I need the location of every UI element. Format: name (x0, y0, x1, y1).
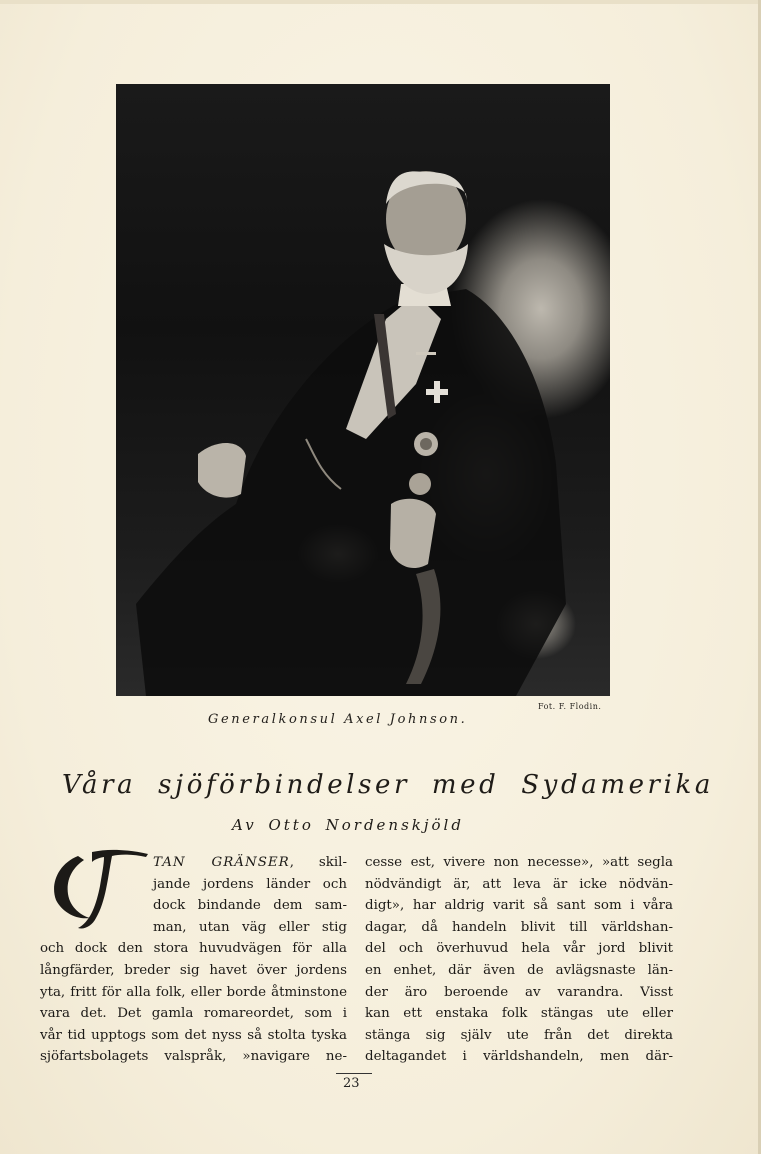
page-number: 23 (343, 1076, 360, 1091)
portrait-photo (116, 84, 610, 696)
paragraph-line: vår tid upptogs som det nyss så stolta tyska (40, 1027, 347, 1043)
paragraph-line: dagar, då handeln blivit till världshan- (365, 919, 673, 935)
paragraph-line: digt», har aldrig varit så sant som i våra (365, 898, 673, 914)
paragraph-line: nödvändigt är, att leva är icke nödvän- (365, 876, 673, 892)
paragraph-line: kan ett enstaka folk stängas ute eller (365, 1006, 673, 1022)
paragraph-line: yta, fritt för alla folk, eller borde åtminstone (40, 984, 347, 1000)
paragraph-line: TAN GRÄNSER, skil- (153, 855, 347, 870)
paragraph-line: stänga sig själv ute från det direkta (365, 1027, 673, 1043)
article-title: Våra sjöförbindelser med Sydamerika (62, 770, 714, 800)
photo-credit: Fot. F. Flodin. (538, 702, 602, 711)
paragraph-line: cesse est, vivere non necesse», »att segla (365, 855, 673, 870)
text-column-right (365, 852, 673, 1068)
portrait-illustration (116, 84, 610, 696)
text-column-left (40, 852, 347, 1068)
paragraph-line: långfärder, breder sig havet över jordens (40, 962, 347, 978)
paragraph-line: en enhet, där även de avlägsnaste län- (365, 962, 673, 978)
paragraph-line: jande jordens länder och (153, 876, 347, 892)
paragraph-line: och dock den stora huvudvägen för alla (40, 941, 347, 957)
photo-caption: Generalkonsul Axel Johnson. (208, 712, 468, 727)
paragraph-line: dock bindande dem sam- (153, 898, 347, 914)
folio-rule (336, 1073, 372, 1074)
paragraph-line: sjöfartsbolagets valspråk, »navigare ne- (40, 1049, 347, 1065)
paragraph-line: man, utan väg eller stig (153, 919, 347, 935)
page-edge-top (0, 0, 761, 4)
paragraph-line: vara det. Det gamla romareordet, som i (40, 1006, 347, 1022)
paragraph-line: del och överhuvud hela vår jord blivit (365, 941, 673, 957)
paragraph-line: der äro beroende av varandra. Visst (365, 984, 673, 1000)
paragraph-line: deltagandet i världshandeln, men där- (365, 1049, 673, 1065)
article-byline: Av Otto Nordenskjöld (232, 816, 464, 834)
